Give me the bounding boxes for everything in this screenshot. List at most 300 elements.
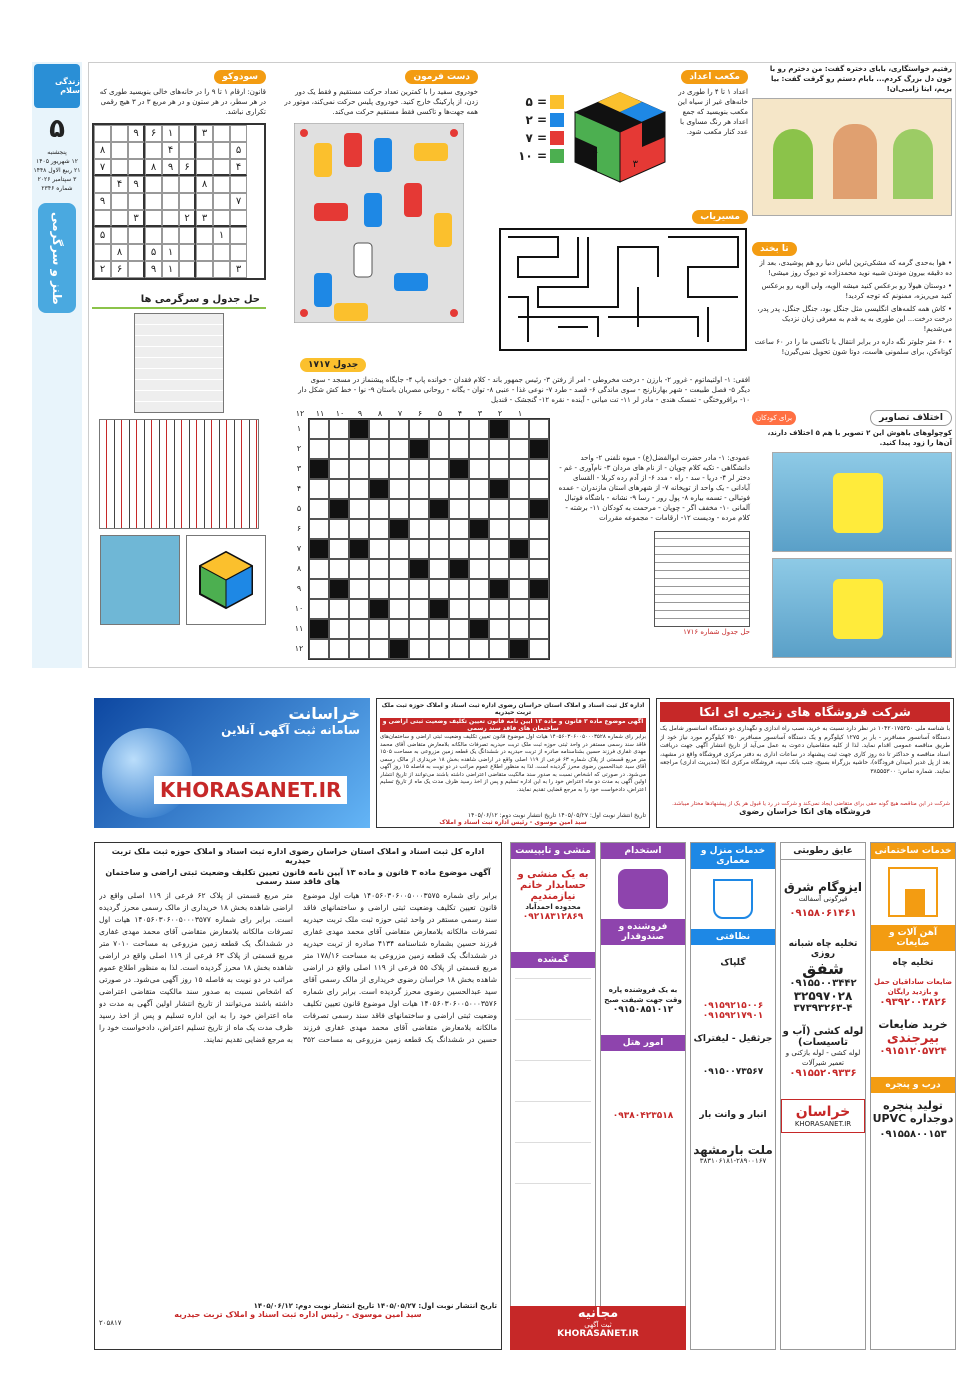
crossword-cell[interactable] xyxy=(349,519,369,539)
diff-image-2 xyxy=(772,558,952,658)
sudoku-cell[interactable] xyxy=(230,210,247,227)
sudoku-cell[interactable]: ۲ xyxy=(179,210,196,227)
sudoku-cell[interactable]: ۶ xyxy=(111,261,128,278)
crossword-cell[interactable] xyxy=(489,499,509,519)
crossword-cell[interactable] xyxy=(509,419,529,439)
crossword-cell[interactable] xyxy=(409,579,429,599)
section-label: طنز و سرگرمی xyxy=(38,203,76,313)
crossword-cell[interactable] xyxy=(349,499,369,519)
sudoku-cell[interactable] xyxy=(111,125,128,142)
crossword-cell[interactable] xyxy=(409,459,429,479)
sudoku-cell[interactable]: ۴ xyxy=(230,159,247,176)
crossword-cell[interactable] xyxy=(329,419,349,439)
crossword-cell[interactable] xyxy=(349,639,369,659)
crossword-cell[interactable] xyxy=(489,439,509,459)
sudoku-cell[interactable] xyxy=(128,244,145,261)
sudoku-cell[interactable]: ۳ xyxy=(230,261,247,278)
house-icon xyxy=(888,867,938,917)
sudoku-cell[interactable] xyxy=(213,142,230,159)
crossword-block xyxy=(290,352,750,668)
crossword-cell[interactable] xyxy=(369,639,389,659)
sudoku-cell[interactable] xyxy=(94,210,111,227)
solutions-diff-image xyxy=(100,535,180,625)
crossword-cell[interactable] xyxy=(449,479,469,499)
crossword-cell[interactable] xyxy=(329,639,349,659)
sudoku-cell[interactable] xyxy=(111,227,128,244)
crossword-solution-caption: حل جدول شماره ۱۷۱۶ xyxy=(683,628,750,636)
hotel-label: امور هتل xyxy=(601,1035,685,1051)
solutions-images xyxy=(92,535,266,625)
crossword-cell[interactable] xyxy=(429,479,449,499)
sales-ad: به یک فروشنده پاره وقت جهت شیفت صبح xyxy=(604,986,682,1004)
sudoku-cell[interactable] xyxy=(230,244,247,261)
crossword-cell[interactable] xyxy=(349,559,369,579)
sudoku-cell[interactable] xyxy=(145,227,162,244)
crossword-cell[interactable] xyxy=(349,439,369,459)
crossword-cell[interactable] xyxy=(309,519,329,539)
col-building xyxy=(870,842,956,1350)
upvc-phone: ۰۹۱۵۵۸۰۰۱۵۳ xyxy=(879,1129,947,1140)
crossword-cell[interactable] xyxy=(469,419,489,439)
crossword-cell xyxy=(489,419,509,439)
crossword-cell xyxy=(329,579,349,599)
scrap-buy: ضایعات ساداقیان حمل و بازدید رایگان xyxy=(873,978,953,996)
sudoku-cell[interactable] xyxy=(128,227,145,244)
crossword-cell[interactable] xyxy=(369,579,389,599)
sudoku-cell[interactable] xyxy=(213,261,230,278)
scrap2: خرید ضایعات xyxy=(878,1018,948,1031)
sudoku-cell[interactable] xyxy=(196,159,213,176)
sudoku-cell[interactable]: ۹ xyxy=(162,159,179,176)
crossword-cell[interactable] xyxy=(409,479,429,499)
crossword-cell[interactable] xyxy=(489,519,509,539)
crossword-cell[interactable] xyxy=(489,559,509,579)
crossword-down: عمودی: ۱- مادر حضرت ابوالفضل(ع) - میوه نلفنی ۲- واحد دانشگاهی - تکیه کلام چوپان - از نام های مردان ۳- نام‌آوری - غم - دختر لر ۴- دریا - سد - راه - مدد ۶- از آدم رده کربلا - القسای آبادانی - یک واحد از توپخانه ۷- از شهرهای استان مازندران - عمده فوتبالی - تسمه بیاره ۸- پول رور - رسا ۹- نشانه - باشگاه فوتبال آلمانی ۱۰- مخفف اگر - چوپان - مرحمت به کودکان ۱۱- برشته - کلام مرده - ودیست ۱۲- ارقامات - مجموعه مقررات xyxy=(558,454,750,522)
crossword-cell[interactable] xyxy=(409,619,429,639)
crossword-cell[interactable] xyxy=(469,579,489,599)
sudoku-cell[interactable] xyxy=(213,244,230,261)
crossword-cell[interactable] xyxy=(389,479,409,499)
crossword-cell[interactable] xyxy=(429,619,449,639)
crossword-cell[interactable] xyxy=(389,599,409,619)
sudoku-cell[interactable] xyxy=(213,210,230,227)
anka-body: با شناسه ملی ۱۰۴۲۰۱۷۵۳۵۰ در نظر دارد نسبت به خرید، نصب راه اندازی و نگهداری دو دستگاه آسانسور شامل یک دستگاه آسانسور مسافربر - بار بر ۱۲۷۵ کیلوگرم و یک دستگاه آسانسور مسافربر ۷۵۰ کیلوگرم مورد نیاز خود از طریق مناقصه عمومی اقدام نماید. لذا از کلیه متقاضیان دعوت به عمل می‌آید از تاریخ انتشار آگهی جهت دریافت اسناد مناقصه و حداکثر تا ده روز کاری جهت ثبت پیشنهاد در ساعات اداری به دفتر مرکزی فروشگاه واقع در مشهد، بعد از پل غدیر (میدان فرودگاه)، حاشیه بزرگراه بسیج، جنب بانک سپه، فروشگاه مرکزی انکا (مدیریت اداری) مراجعه نمایند. شماره تماس: ۳۸۵۵۵۳۰۰ xyxy=(660,725,950,775)
crossword-row-number: ۷ xyxy=(296,543,302,553)
crossword-cell xyxy=(309,539,329,559)
cat-insulation: عایق رطوبتی xyxy=(781,843,865,860)
sudoku-cell[interactable] xyxy=(230,227,247,244)
crossword-cell[interactable] xyxy=(449,439,469,459)
crossword-cell[interactable] xyxy=(369,539,389,559)
crossword-cell[interactable] xyxy=(409,419,429,439)
crossword-cell xyxy=(529,499,549,519)
crossword-cell[interactable] xyxy=(469,479,489,499)
cat-building: خدمات ساختمانی xyxy=(871,843,955,859)
crossword-cell[interactable] xyxy=(329,459,349,479)
maze-figure xyxy=(498,227,748,352)
crossword-col-number: ۴ xyxy=(457,409,463,418)
land-title: اداره کل ثبت اسناد و املاک استان خراسان رضوی اداره ثبت اسناد و املاک حوزه ثبت ملک تربت حیدریه xyxy=(381,702,645,716)
crossword-cell xyxy=(369,599,389,619)
crossword-cell[interactable] xyxy=(389,419,409,439)
crossword-cell[interactable] xyxy=(489,459,509,479)
crossword-cell[interactable] xyxy=(389,499,409,519)
crossword-row-number: ۴ xyxy=(296,483,302,493)
cat-home: خدمات منزل و معماری xyxy=(691,843,775,869)
crossword-cell[interactable] xyxy=(309,599,329,619)
crossword-cell[interactable] xyxy=(349,479,369,499)
crossword-cell[interactable] xyxy=(469,599,489,619)
glass-phone: ۰۹۱۵۹۲۱۵۰۰۶ xyxy=(702,1001,764,1011)
sales-label: فروشنده و صندوقدار xyxy=(601,919,685,945)
hexagon-cube-icon xyxy=(196,550,256,610)
crossword-cell[interactable] xyxy=(449,639,469,659)
crossword-col-number: ۳ xyxy=(477,409,483,418)
crossword-cell xyxy=(489,579,509,599)
crossword-col-number: ۲ xyxy=(497,409,503,418)
crossword-cell[interactable] xyxy=(329,479,349,499)
sudoku-cell[interactable] xyxy=(196,193,213,210)
sudoku-cell[interactable] xyxy=(145,193,162,210)
crossword-row-number: ۶ xyxy=(296,523,302,533)
crossword-cell[interactable] xyxy=(449,499,469,519)
crossword-cell xyxy=(509,639,529,659)
crossword-cell[interactable] xyxy=(389,459,409,479)
sudoku-cell[interactable] xyxy=(179,176,196,193)
crossword-cell[interactable] xyxy=(329,599,349,619)
sudoku-cell[interactable]: ۶ xyxy=(179,159,196,176)
sudoku-cell[interactable]: ۵ xyxy=(145,244,162,261)
crossword-cell[interactable] xyxy=(509,499,529,519)
crossword-cell[interactable] xyxy=(409,539,429,559)
sudoku-cell[interactable]: ۸ xyxy=(145,159,162,176)
crossword-cell[interactable] xyxy=(309,419,329,439)
well-phone3: ۳۷۳۹۳۲۶۳-۴ xyxy=(793,1003,853,1014)
crossword-cell[interactable] xyxy=(509,559,529,579)
crossword-cell[interactable] xyxy=(449,519,469,539)
crossword-col-numbers xyxy=(290,409,532,418)
sudoku-cell[interactable] xyxy=(213,176,230,193)
sudoku-cell[interactable] xyxy=(128,142,145,159)
sudoku-cell[interactable] xyxy=(94,125,111,142)
crossword-cell[interactable] xyxy=(389,559,409,579)
crossword-cell[interactable] xyxy=(509,459,529,479)
crossword-cell[interactable] xyxy=(369,519,389,539)
crossword-cell[interactable] xyxy=(429,639,449,659)
sudoku-cell[interactable] xyxy=(179,142,196,159)
crossword-cell[interactable] xyxy=(529,639,549,659)
sudoku-cell[interactable]: ۶ xyxy=(145,125,162,142)
sudoku-title: سودوکو xyxy=(92,64,266,83)
crossword-cell[interactable] xyxy=(509,519,529,539)
crossword-grid xyxy=(308,418,550,660)
crossword-col-number: ۱۰ xyxy=(335,409,345,418)
crossword-cell[interactable] xyxy=(369,559,389,579)
sudoku-cell[interactable]: ۱ xyxy=(213,227,230,244)
crossword-cell[interactable] xyxy=(469,559,489,579)
sudoku-cell[interactable]: ۹ xyxy=(94,193,111,210)
land-sub: آگهی موضوع ماده ۳ قانون و ماده ۱۳ آیین نامه قانون تعیین تکلیف وضعیت ثبتی اراضی و ساختمان های فاقد سند رسمی xyxy=(380,718,646,732)
crossword-cell[interactable] xyxy=(489,539,509,559)
crossword-cell[interactable] xyxy=(509,579,529,599)
sudoku-cell[interactable]: ۱ xyxy=(162,125,179,142)
crossword-cell[interactable] xyxy=(489,599,509,619)
khorasanet-ad[interactable] xyxy=(94,698,370,828)
sudoku-cell[interactable]: ۱ xyxy=(162,261,179,278)
sudoku-cell[interactable] xyxy=(179,227,196,244)
crossword-cell[interactable] xyxy=(349,619,369,639)
sudoku-cell[interactable] xyxy=(94,244,111,261)
crossword-row-number: ۱ xyxy=(296,423,302,433)
sudoku-cell[interactable] xyxy=(162,193,179,210)
sudoku-cell[interactable]: ۹ xyxy=(128,125,145,142)
well-name: شفق xyxy=(802,959,844,978)
solutions-cube-image xyxy=(186,535,266,625)
crossword-cell[interactable] xyxy=(509,479,529,499)
sudoku-cell[interactable] xyxy=(94,176,111,193)
sudoku-cell[interactable] xyxy=(196,261,213,278)
crossword-cell[interactable] xyxy=(369,439,389,459)
sudoku-cell[interactable] xyxy=(162,176,179,193)
sudoku-cell[interactable]: ۵ xyxy=(94,227,111,244)
crossword-cell[interactable] xyxy=(349,459,369,479)
sudoku-cell[interactable] xyxy=(179,125,196,142)
sudoku-cell[interactable]: ۳ xyxy=(196,125,213,142)
sudoku-block xyxy=(92,64,266,284)
crossword-cell[interactable] xyxy=(469,539,489,559)
sudoku-cell[interactable] xyxy=(162,227,179,244)
crossword-cell[interactable] xyxy=(529,599,549,619)
crossword-row-number: ۲ xyxy=(296,443,302,453)
crossword-row-number: ۸ xyxy=(296,563,302,573)
globe-icon xyxy=(102,728,192,818)
crossword-col-number: ۸ xyxy=(377,409,383,418)
crossword-cell[interactable] xyxy=(529,419,549,439)
crossword-cell[interactable] xyxy=(309,639,329,659)
crossword-solution-grid xyxy=(654,531,750,627)
maze-block xyxy=(490,204,748,354)
crossword-cell[interactable] xyxy=(449,599,469,619)
crossword-cell[interactable] xyxy=(389,579,409,599)
sudoku-cell[interactable] xyxy=(128,261,145,278)
crossword-cell xyxy=(429,599,449,619)
anka-ad xyxy=(656,698,954,828)
sudoku-cell[interactable] xyxy=(196,244,213,261)
sudoku-cell[interactable]: ۷ xyxy=(94,159,111,176)
sudoku-cell[interactable]: ۴ xyxy=(162,142,179,159)
sudoku-cell[interactable] xyxy=(213,193,230,210)
scrap2-phone: ۰۹۱۵۱۲۰۵۷۲۴ xyxy=(879,1046,947,1057)
crossword-cell[interactable] xyxy=(329,559,349,579)
diff-text: کوچولوهای باهوش این ۲ تصویر با هم ۵ اختلاف دارند، آن‌ها را زود پیدا کنید. xyxy=(767,429,952,447)
sudoku-cell[interactable] xyxy=(179,261,196,278)
sudoku-cell[interactable] xyxy=(111,159,128,176)
crossword-cell[interactable] xyxy=(309,479,329,499)
sudoku-cell[interactable]: ۷ xyxy=(230,193,247,210)
crossword-cell[interactable] xyxy=(529,619,549,639)
well-phone2: ۳۲۵۹۷۰۲۸ xyxy=(793,989,853,1003)
crossword-cell[interactable] xyxy=(369,459,389,479)
well: تخلیه چاه شبانه روزی xyxy=(788,939,858,959)
sudoku-cell[interactable]: ۳ xyxy=(196,210,213,227)
diff-image-1 xyxy=(772,452,952,552)
sudoku-cell[interactable] xyxy=(213,159,230,176)
crossword-cell[interactable] xyxy=(329,439,349,459)
date-block: پنجشنبه ۱۲ شهریور ۱۴۰۵ ۲۱ ربیع الاول ۱۴۴۸ ۳ سپتامبر ۲۰۲۶ شماره ۲۳۴۶ xyxy=(33,149,81,192)
crossword-cell[interactable] xyxy=(409,519,429,539)
melat-phone: ۳۸۳۱۰۶۱۸۱-۲۸۹۰۰۱۶۷ xyxy=(699,1157,767,1165)
land2-body: برابر رای شماره ۱۴۰۵۶۰۳۰۶۰۰۵۰۰۰۳۵۷۵ هیات اول موضوع قانون تعیین تکلیف وضعیت ثبتی اراضی و ساختمانهای فاقد سند رسمی مستقر در واحد ثبتی حوزه ثبت ملک تربت حیدریه تصرفات مالکانه بلامعارض متقاضی آقای محمد مهدی غفاری فرزند حسین بشماره شناسنامه ۴۱۳۴ صادره از تربت حیدریه در ششدانگ یک قطعه زمین مزروعی به مساحت ۱۷۸/۱۶ متر مربع قسمتی از پلاک ۵۵ فرعی از ۱۱۹ اصلی واقع در اراضی شاهده بخش ۱۸ خراسان رضوی خریداری از مالک رسمی آقای سید عبدالحسین رضوی محرز گردیده است. برابر رای شماره ۱۴۰۵۶۰۳۰۶۰۰۵۰۰۰۳۵۷۶ هیات اول موضوع قانون تعیین تکلیف وضعیت ثبتی اراضی و ساختمانهای فاقد سند رسمی تصرفات مالکانه بلامعارض متقاضی آقای محمد مهدی غفاری فرزند حسین در ششدانگ یک قطعه زمین مزروعی به مساحت ۳۵۲ متر مربع قسمتی از پلاک ۶۲ فرعی از ۱۱۹ اصلی واقع در اراضی شاهده بخش ۱۸ خریداری از مالک رسمی محرز گردیده است. برابر رای شماره ۱۴۰۵۶۰۳۰۶۰۰۵۰۰۰۳۵۷۷ هیات اول تصرفات مالکانه بلامعارض متقاضی آقای محمد مهدی غفاری در ششدانگ یک قطعه زمین مزروعی به مساحت ۷۰۱۰ متر مربع قسمتی از پلاک ۶۳ فرعی از ۱۱۹ اصلی واقع در اراضی شاهده بخش ۱۸ محرز گردیده است. لذا به منظور اطلاع عموم مراتب در دو نوبت به فاصله ۱۵ روز آگهی می‌شود. در صورتی که اشخاص نسبت به صدور سند مالکیت متقاضی اعتراضی داشته باشند می‌توانند از تاریخ انتشار اولین آگهی به مدت دو ماه اعتراض خود را به این اداره تسلیم و پس از اخذ رسید ظرف مدت یک ماه از تاریخ تسلیم اعتراض، دادخواست خود را به مرجع قضایی تقدیم نمایند. xyxy=(99,891,497,1044)
crossword-across: افقی: ۱- اولتیماتوم - غرور ۲- بارزن - درخت مخروطی - امر از رفتن ۳- رئیس جمهور باند - کلام فقدان - خوانده پاپ ۴- جایگاه پیشنماز در مسجد - سوی دیگر ۵- فصل طبیعت - شهر بهارنارنج - سوی ماندگی ۶- قصد - طرد ۷- نوعی غذا - عنبی ۸- توان - یگانه - روحانی مصریان باستان ۹- نوا - خط کش شکل دار ۱۰- برافروختگی - تمسک هندی - مادر لر ۱۱- تت میانی - آینده - نقره ۱۲- گنجشک - قندیل xyxy=(298,376,750,404)
crossword-row-number: ۳ xyxy=(296,463,302,473)
crossword-cell[interactable] xyxy=(449,579,469,599)
sudoku-cell[interactable]: ۴ xyxy=(111,176,128,193)
crossword-cell[interactable] xyxy=(429,419,449,439)
crossword-col-number: ۱ xyxy=(517,409,523,418)
diff-tag: برای کودکان xyxy=(752,411,796,425)
sales-phone: ۰۹۱۵۰۸۵۱۰۱۲ xyxy=(612,1005,674,1015)
sudoku-cell[interactable] xyxy=(213,125,230,142)
crossword-cell[interactable] xyxy=(389,539,409,559)
crossword-cell[interactable] xyxy=(489,639,509,659)
crossword-row-number: ۹ xyxy=(296,583,302,593)
diff-block xyxy=(752,410,952,668)
crossword-cell[interactable] xyxy=(429,539,449,559)
blue-swatch xyxy=(550,113,564,127)
sudoku-cell[interactable]: ۹ xyxy=(128,176,145,193)
sudoku-cell[interactable] xyxy=(145,176,162,193)
crossword-cell[interactable] xyxy=(469,499,489,519)
sudoku-cell[interactable] xyxy=(128,193,145,210)
parking-lot xyxy=(294,123,464,323)
crossword-cell xyxy=(489,479,509,499)
sudoku-cell[interactable]: ۱ xyxy=(162,244,179,261)
crossword-cell[interactable] xyxy=(349,579,369,599)
crossword-cell[interactable] xyxy=(409,639,429,659)
crossword-cell[interactable] xyxy=(309,579,329,599)
crossword-cell xyxy=(389,519,409,539)
sudoku-cell[interactable] xyxy=(196,227,213,244)
sudoku-cell[interactable] xyxy=(145,210,162,227)
crossword-cell[interactable] xyxy=(429,519,449,539)
cube-figure xyxy=(570,87,670,187)
crossword-cell[interactable] xyxy=(409,499,429,519)
red-swatch xyxy=(550,131,564,145)
crossword-cell xyxy=(389,639,409,659)
sudoku-cell[interactable] xyxy=(230,176,247,193)
sudoku-cell[interactable]: ۹ xyxy=(145,261,162,278)
cat-secretary: منشی و تایپیست xyxy=(511,843,595,859)
crossword-cell[interactable] xyxy=(369,619,389,639)
crossword-cell[interactable] xyxy=(529,459,549,479)
sudoku-cell[interactable] xyxy=(128,159,145,176)
crossword-cell[interactable] xyxy=(389,619,409,639)
sudoku-cell[interactable] xyxy=(145,142,162,159)
crossword-cell[interactable] xyxy=(509,619,529,639)
crossword-cell[interactable] xyxy=(409,599,429,619)
crossword-cell[interactable] xyxy=(429,459,449,479)
iron-label: آهن آلات و ضایعات xyxy=(871,925,955,951)
sudoku-cell[interactable] xyxy=(111,142,128,159)
crossword-cell[interactable] xyxy=(509,599,529,619)
sudoku-cell[interactable] xyxy=(230,125,247,142)
mojaneh-banner[interactable]: مجانیه ثبت آگهی KHORASANET.IR xyxy=(510,1306,686,1350)
cube-equations: = ۵ = ۲ = ۷ = ۱۰ xyxy=(518,95,564,187)
crossword-cell[interactable] xyxy=(469,639,489,659)
crossword-cell[interactable] xyxy=(369,499,389,519)
crossword-cell[interactable] xyxy=(449,419,469,439)
crossword-cell[interactable] xyxy=(449,539,469,559)
col-insulation xyxy=(780,842,866,1350)
crossword-cell xyxy=(309,619,329,639)
sudoku-cell[interactable]: ۸ xyxy=(196,176,213,193)
crossword-cell[interactable] xyxy=(329,519,349,539)
crossword-cell[interactable] xyxy=(469,439,489,459)
sudoku-cell[interactable] xyxy=(111,210,128,227)
crossword-cell[interactable] xyxy=(529,519,549,539)
crossword-cell[interactable] xyxy=(329,619,349,639)
sudoku-cell[interactable] xyxy=(196,142,213,159)
crossword-cell[interactable] xyxy=(509,439,529,459)
crossword-title: جدول ۱۷۱۷ xyxy=(300,352,750,371)
crossword-cell[interactable] xyxy=(389,439,409,459)
crossword-cell xyxy=(409,559,429,579)
sudoku-cell[interactable]: ۸ xyxy=(94,142,111,159)
cartoon-block xyxy=(752,64,952,234)
cube-block xyxy=(490,64,748,214)
khorasanet-sub: سامانه ثبت آگهی آنلاین xyxy=(221,723,360,737)
crossword-cell[interactable] xyxy=(529,559,549,579)
crossword-cell[interactable] xyxy=(429,579,449,599)
crossword-cell[interactable] xyxy=(309,559,329,579)
anka-footer1: شرکت در این مناقصه هیچ گونه حقی برای متقاضی ایجاد نمی‌کند و شرکت در رد یا قبول هر یک از پیشنهادها مختار میباشد. xyxy=(672,801,950,807)
sudoku-cell[interactable]: ۸ xyxy=(111,244,128,261)
crossword-cell[interactable] xyxy=(309,439,329,459)
crossword-cell[interactable] xyxy=(489,619,509,639)
cube-cell-three: ۳ xyxy=(632,159,638,170)
crossword-row-number: ۱۰ xyxy=(294,603,304,613)
sudoku-cell[interactable] xyxy=(179,244,196,261)
solutions-block xyxy=(92,292,266,662)
crossword-cell[interactable] xyxy=(469,459,489,479)
parking-block xyxy=(280,64,478,354)
land2-dates: تاریخ انتشار نوبت اول: ۱۴۰۵/۰۵/۲۷ تاریخ انتشار نوبت دوم: ۱۴۰۵/۰۶/۱۲ xyxy=(253,1302,497,1310)
sudoku-cell[interactable] xyxy=(111,193,128,210)
crossword-cell[interactable] xyxy=(369,419,389,439)
bucket-icon xyxy=(713,879,753,919)
joke-item: • دوستان هیولا رو برعکس کنید میشه الویه، ولی الویه رو برعکس کنید می‌ریزه، ممنونم که توجه کردید! xyxy=(761,282,952,300)
crossword-cell[interactable] xyxy=(529,539,549,559)
secretary-area: محدوده احمدآباد xyxy=(525,903,581,911)
sudoku-cell[interactable]: ۵ xyxy=(230,142,247,159)
sudoku-cell[interactable] xyxy=(179,193,196,210)
crossword-cell[interactable] xyxy=(529,479,549,499)
crossword-cell xyxy=(469,519,489,539)
crossword-cell[interactable] xyxy=(429,559,449,579)
crossword-cell xyxy=(329,499,349,519)
crossword-cell[interactable] xyxy=(449,619,469,639)
crossword-cell[interactable] xyxy=(429,439,449,459)
cube-text: اعداد ۱ تا ۴ را طوری در خانه‌های غیر از سیاه این مکعب بنویسید که جمع اعداد هر رنگ مساوی با عدد کنار مکعب شود. xyxy=(677,88,748,136)
crossword-cell[interactable] xyxy=(349,599,369,619)
land2-sign: سید امین موسوی - رئیس اداره ثبت اسناد و املاک تربت حیدریه xyxy=(174,1310,422,1319)
sudoku-cell[interactable]: ۳ xyxy=(128,210,145,227)
sudoku-cell[interactable] xyxy=(162,210,179,227)
crossword-cell[interactable] xyxy=(329,539,349,559)
crossword-cell[interactable] xyxy=(309,499,329,519)
secretary-ad: به یک منشی و حسابدار خانم نیازمندیم xyxy=(517,869,589,902)
sudoku-cell[interactable]: ۲ xyxy=(94,261,111,278)
